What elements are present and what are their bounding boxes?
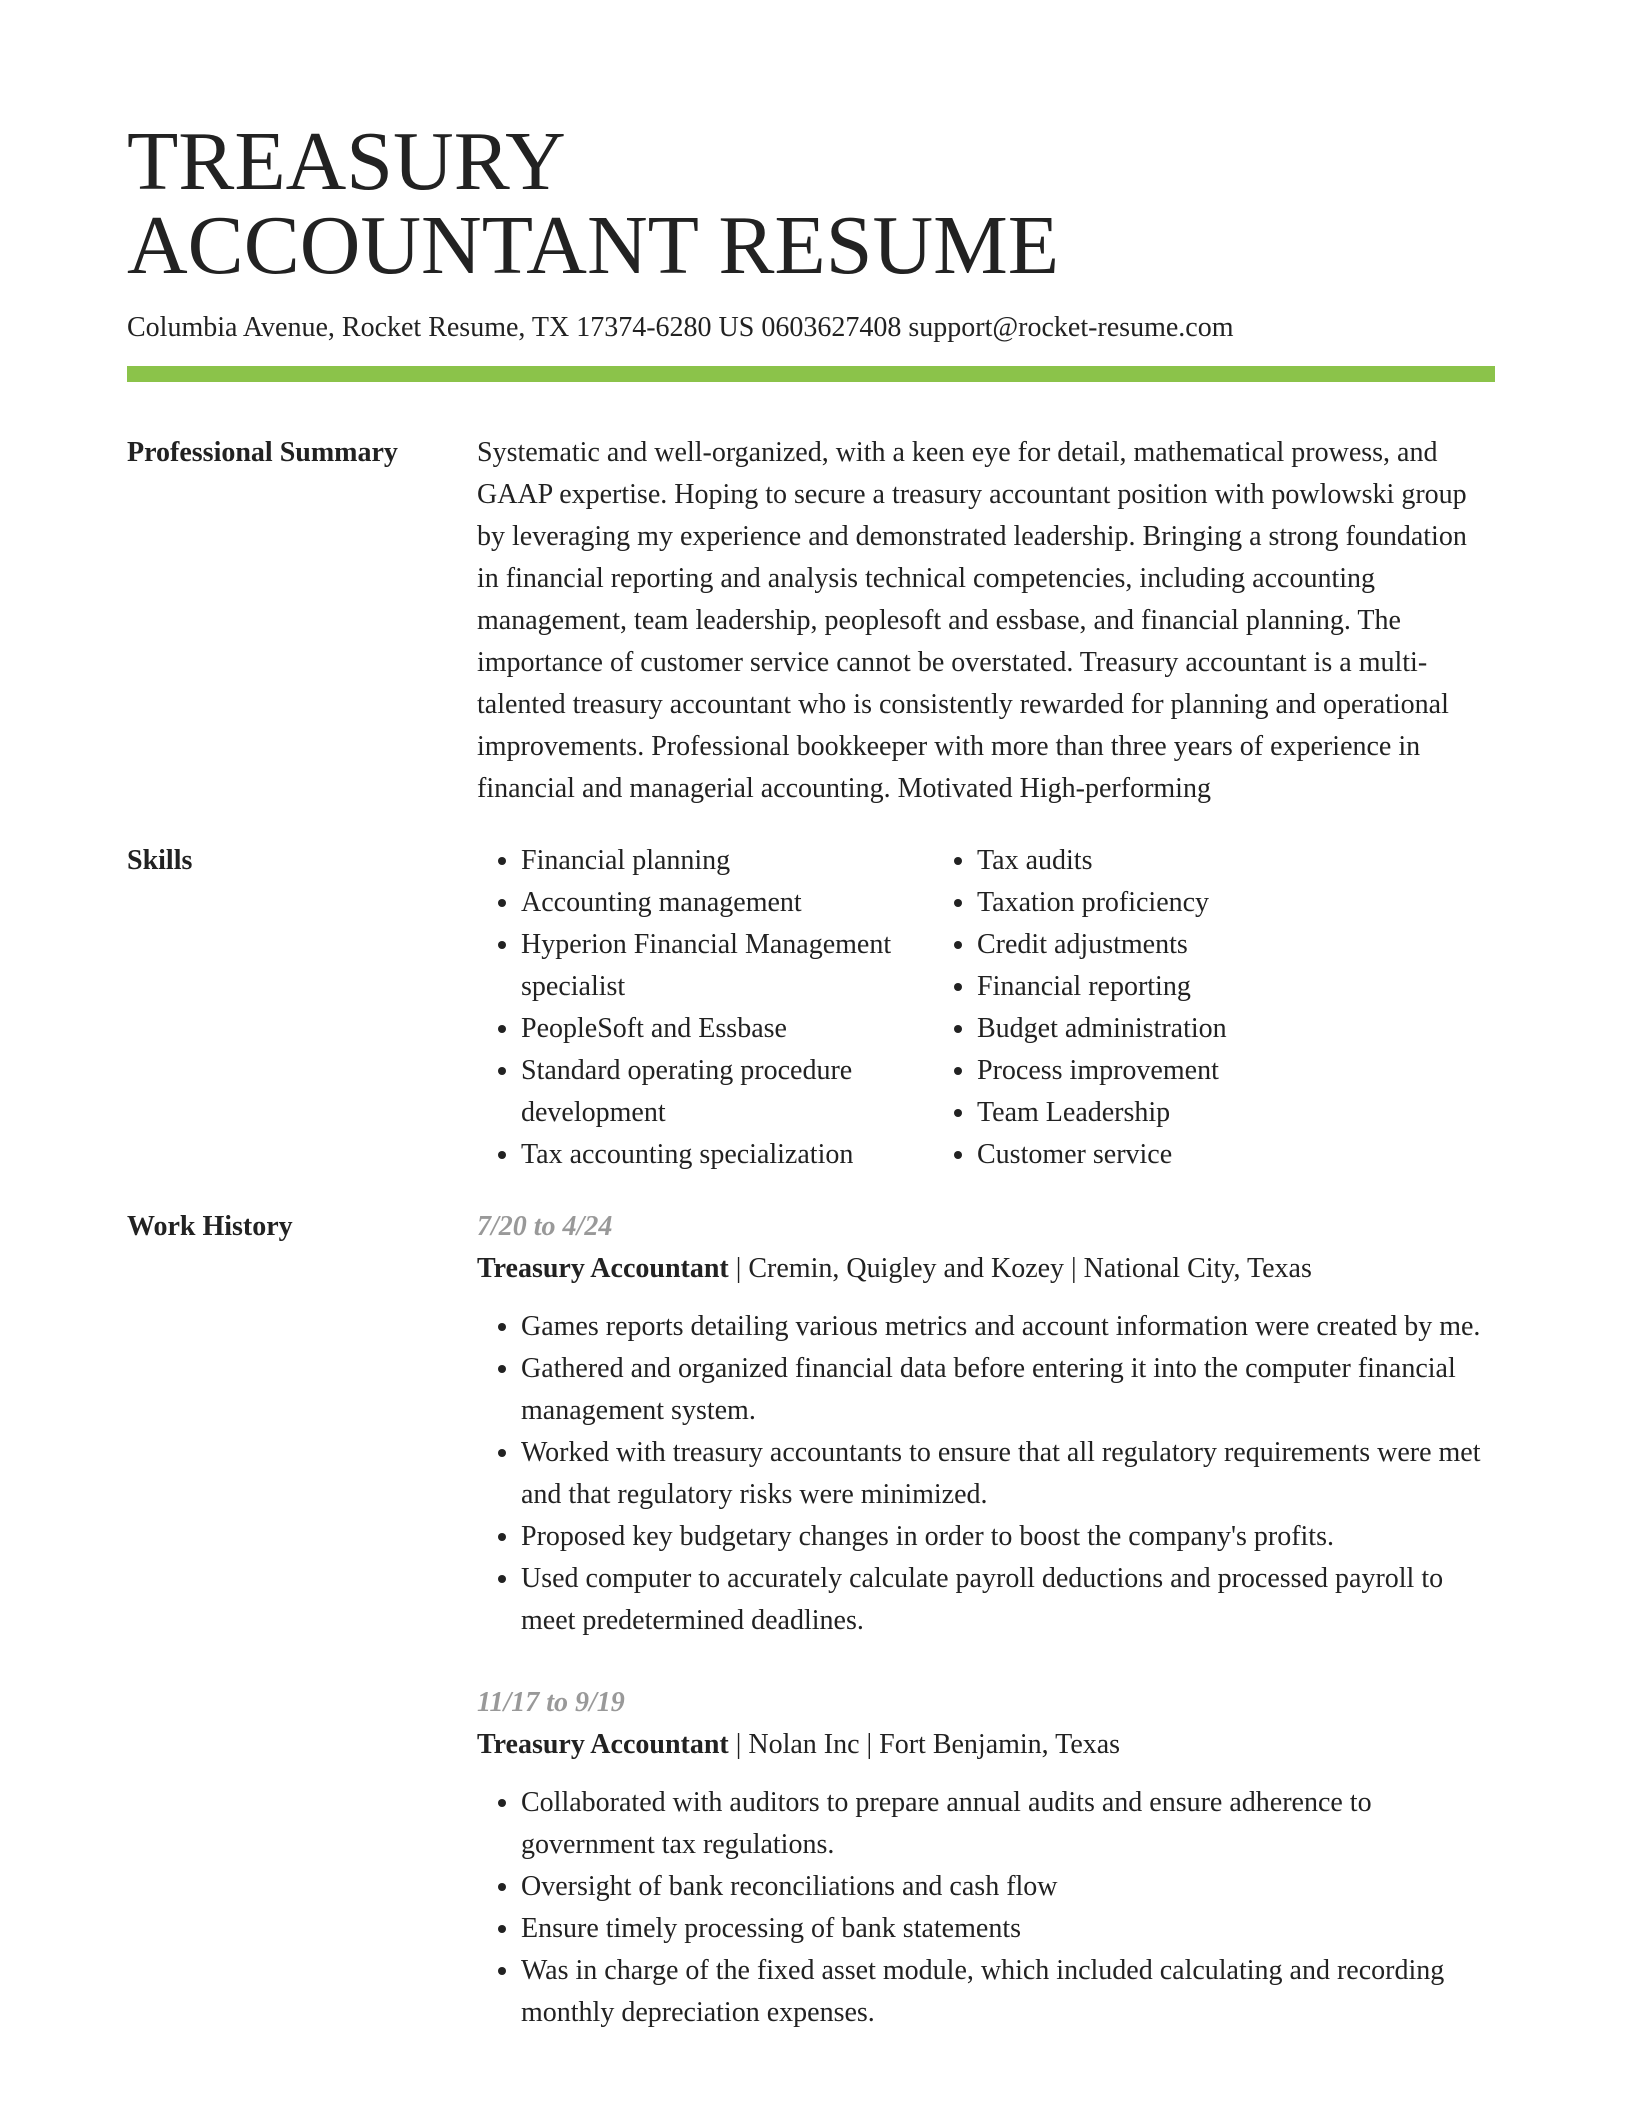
job-bullet: • Oversight of bank reconciliations and cash flow	[521, 1866, 1495, 1908]
skill-item: • Financial reporting	[977, 966, 1433, 1008]
skill-item: • Standard operating procedure development	[521, 1050, 933, 1134]
skill-item: • Customer service	[977, 1134, 1433, 1176]
skill-item: • Process improvement	[977, 1050, 1433, 1092]
job-title: Treasury Accountant	[477, 1729, 729, 1760]
job-bullet: • Gathered and organized financial data before entering it into the computer financial management system.	[521, 1348, 1495, 1432]
skill-item: • Hyperion Financial Management specialist	[521, 924, 933, 1008]
job-entry	[477, 1206, 1495, 1642]
skills-list-left	[477, 840, 933, 1176]
skill-item: • Tax audits	[977, 840, 1433, 882]
summary-text: Systematic and well-organized, with a keen eye for detail, mathematical prowess, and GAAP expertise. Hoping to secure a treasury accountant position with powlowski group by leveraging my experience and demonstrated leadership. Bringing a strong foundation in financial reporting and analysis technical competencies, including accounting management, team leadership, peoplesoft and essbase, and financial planning. The importance of customer service cannot be overstated. Treasury accountant is a multi-talented treasury accountant who is consistently rewarded for planning and operational improvements. Professional bookkeeper with more than three years of experience in financial and managerial accounting. Motivated High-performing	[477, 437, 1467, 804]
resume-title	[127, 115, 1495, 292]
resume-page	[127, 115, 1495, 2074]
job-entry	[477, 1682, 1495, 2034]
job-bullet: • Was in charge of the fixed asset module, which included calculating and recording monthly depreciation expenses.	[521, 1950, 1495, 2034]
skill-item: • Budget administration	[977, 1008, 1433, 1050]
title-line-1: TREASURY	[127, 115, 566, 208]
job-bullet: • Ensure timely processing of bank statements	[521, 1908, 1495, 1950]
job-dates: 11/17 to 9/19	[477, 1687, 625, 1718]
job-bullet: • Proposed key budgetary changes in order to boost the company's profits.	[521, 1516, 1495, 1558]
job-bullets	[477, 1306, 1495, 1642]
skill-item: • Financial planning	[521, 840, 933, 882]
work-history-label: Work History	[127, 1211, 293, 1242]
skill-item: • Credit adjustments	[977, 924, 1433, 966]
job-bullet: • Worked with treasury accountants to ensure that all regulatory requirements were met and that regulatory risks were minimized.	[521, 1432, 1495, 1516]
skill-item: • Team Leadership	[977, 1092, 1433, 1134]
summary-label: Professional Summary	[127, 437, 398, 468]
job-bullet: • Collaborated with auditors to prepare annual audits and ensure adherence to government tax regulations.	[521, 1782, 1495, 1866]
skills-list-right	[933, 840, 1433, 1176]
job-bullet: • Used computer to accurately calculate payroll deductions and processed payroll to meet predetermined deadlines.	[521, 1558, 1495, 1642]
skill-item: • Taxation proficiency	[977, 882, 1433, 924]
job-details: | Cremin, Quigley and Kozey | National City, Texas	[728, 1253, 1312, 1284]
skills-section	[127, 840, 1495, 1176]
skill-item: • PeopleSoft and Essbase	[521, 1008, 933, 1050]
title-line-2: ACCOUNTANT RESUME	[127, 199, 1060, 292]
job-bullet: • Games reports detailing various metrics and account information were created by me.	[521, 1306, 1495, 1348]
job-dates: 7/20 to 4/24	[477, 1211, 613, 1242]
job-title: Treasury Accountant	[477, 1253, 729, 1284]
skill-item: • Accounting management	[521, 882, 933, 924]
skills-label: Skills	[127, 845, 193, 876]
work-history-section	[127, 1206, 1495, 2074]
skill-item: • Tax accounting specialization	[521, 1134, 933, 1176]
job-details: | Nolan Inc | Fort Benjamin, Texas	[728, 1729, 1121, 1760]
job-heading	[477, 1724, 1495, 1766]
header-divider	[127, 366, 1495, 382]
job-bullets	[477, 1782, 1495, 2034]
summary-section	[127, 432, 1495, 810]
contact-info: Columbia Avenue, Rocket Resume, TX 17374-6280 US 0603627408 support@rocket-resume.com	[127, 312, 1234, 343]
job-heading	[477, 1248, 1495, 1290]
